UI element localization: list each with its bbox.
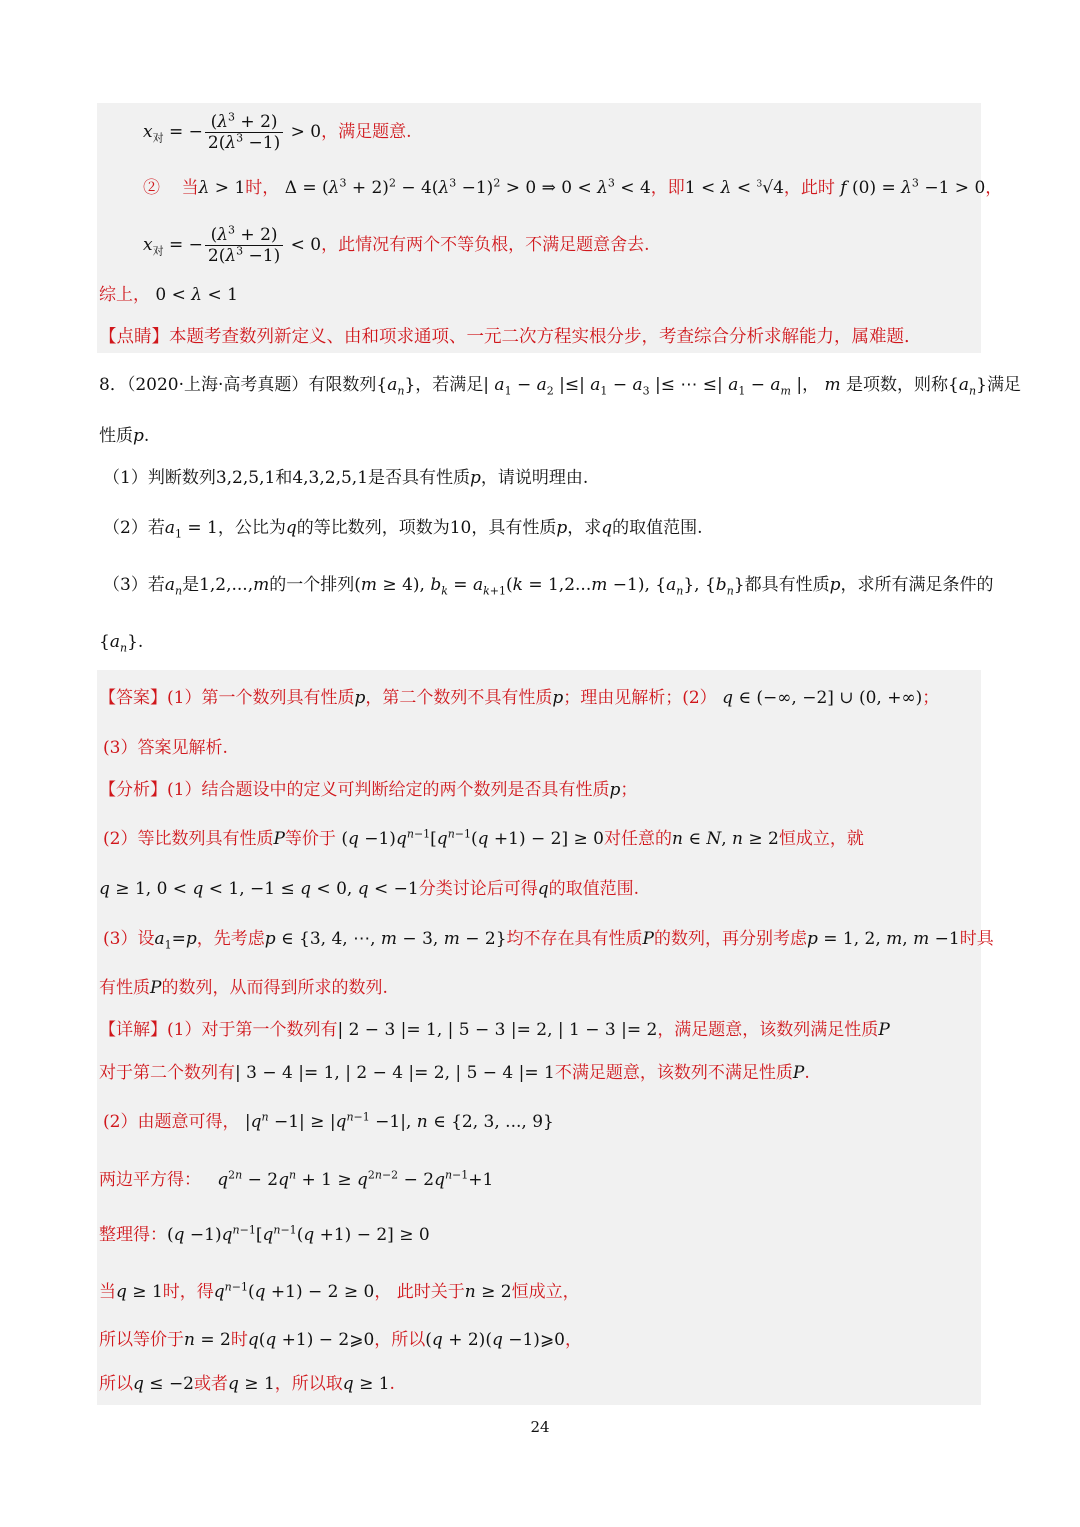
analysis-5: 有性质P的数列，从而得到所求的数列. [99, 978, 388, 998]
detail-4: 两边平方得： $q^{2n} - 2q^n + 1 \ge q^{2n-2} - 2q^{n-1}+1$ [99, 1168, 494, 1190]
dianjing-comment: 【点睛】本题考查数列新定义、由和项求通项、一元二次方程实根分步，考查综合分析求解能力，属难题. [99, 327, 910, 347]
part-2: （2）若$a_1 = 1$，公比为q的等比数列，项数为10，具有性质p，求q的取值范围. [103, 518, 703, 541]
detail-7: 所以等价于n = 2时q(q +1) − 2⩾0，所以(q + 2)(q −1)⩾0， [99, 1330, 582, 1350]
analysis-4: (3）设$a_1=p$，先考虑p ∈ {3, 4, ⋯, m − 3, m − 2}均不存在具有性质P的数列，再分别考虑p = 1, 2, m, m −1时具 [103, 929, 994, 952]
question-8: 8．（2020·上海·高考真题）有限数列$\{a_n\}$，若满足| $a_1 - a_2$ |≤| $a_1 - a_3$ |≤ ⋯ ≤| $a_1 - a_m$ |， m 是项数，则称$\{a_n\}$满足 [99, 375, 1021, 398]
detail-3: (2）由题意可得， $|q^n -1| \ge |q^{n-1} -1|$, n ∈ {2, 3, ..., 9} [103, 1110, 554, 1132]
summary-line: 综上， 0 < λ < 1 [99, 285, 238, 305]
detail-8: 所以q ≤ −2或者q ≥ 1，所以取q ≥ 1. [99, 1374, 395, 1394]
detail-6: 当q ≥ 1时，得$q^{n-1}(q +1) - 2 \ge 0$， 此时关于n ≥ 2恒成立， [99, 1280, 580, 1302]
answer-line-2: (3）答案见解析. [103, 738, 228, 758]
formula-line-3: $x_对$ = − $\frac{(\lambda^3 + 2)}{2(\lambda^3 -1)}$ < 0，此情况有两个不等负根，不满足题意舍去. [143, 223, 650, 266]
analysis-3: q ≥ 1, 0 < q < 1, −1 ≤ q < 0, q < −1分类讨论后可得q的取值范围. [99, 879, 640, 899]
text-satisfies: ，满足题意. [321, 122, 412, 142]
page-number: 24 [530, 1418, 550, 1436]
detail-2: 对于第二个数列有| 3 − 4 |= 1, | 2 − 4 |= 2, | 5 − 4 |= 1不满足题意，该数列不满足性质P. [99, 1063, 810, 1083]
part-3: （3）若$a_n$是1,2,...,m的一个排列(m ≥ 4), $b_k = a_{k+1}(k = 1,2...m -1)$, $\{a_n\}$, $\{b_n\}$都具有性质p，求所有满足条件的 [103, 575, 994, 598]
part-3-cont: $\{a_n\}$. [99, 632, 144, 655]
answer-line: 【答案】(1）第一个数列具有性质p，第二个数列不具有性质p；理由见解析；(2） q ∈ (−∞, −2] ∪ (0, +∞)； [99, 688, 940, 708]
question-8-cont: 性质p. [99, 426, 150, 446]
part-1: （1）判断数列3,2,5,1和4,3,2,5,1是否具有性质p，请说明理由. [103, 468, 589, 488]
analysis-2: (2）等比数列具有性质P等价于 $(q -1)q^{n-1}[q^{n-1}(q +1) - 2] \ge 0$对任意的n ∈ N, n ≥ 2恒成立，就 [103, 827, 864, 849]
analysis-1: 【分析】(1）结合题设中的定义可判断给定的两个数列是否具有性质p； [99, 780, 638, 800]
detail-5: 整理得：$(q -1)q^{n-1}[q^{n-1}(q +1) - 2] \ge 0$ [99, 1223, 430, 1245]
detail-1: 【详解】(1）对于第一个数列有| 2 − 3 |= 1, | 5 − 3 |= 2, | 1 − 3 |= 2，满足题意，该数列满足性质P [99, 1020, 890, 1040]
formula-line-1: $x_对$ = − $\frac{(\lambda^3 + 2)}{2(\lambda^3 -1)}$ > 0，满足题意. [143, 110, 412, 153]
case-2-line: ② 当λ > 1时， $\Delta = (\lambda^3 + 2)^2 - 4(\lambda^3 -1)^2 > 0$ ⇒ $0 < \lambda^3 < 4$，即1 < λ < $^3$√4，此时 f $(0) = \lambda^3 -1 > 0$， [143, 176, 1003, 198]
